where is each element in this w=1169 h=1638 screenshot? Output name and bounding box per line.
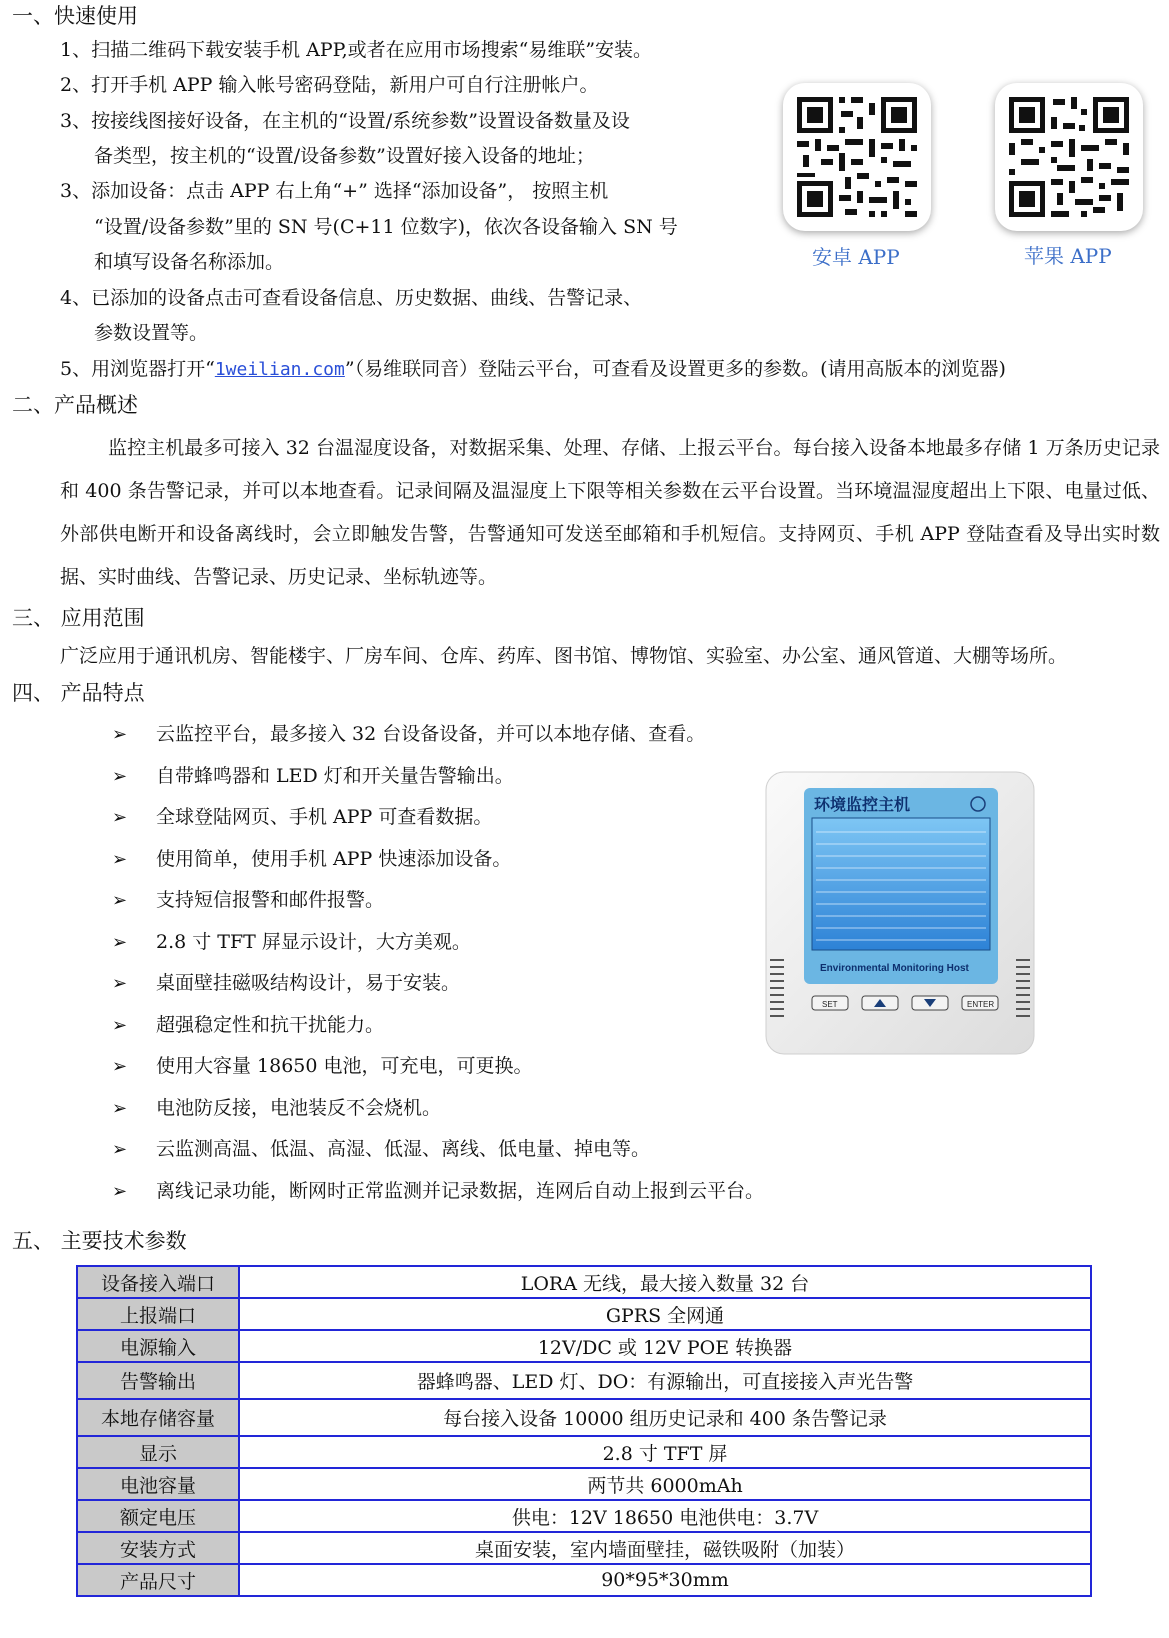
arrow-bullet-icon: ➢ — [112, 724, 128, 745]
feature-text: 桌面壁挂磁吸结构设计，易于安装。 — [156, 972, 461, 994]
quickstart-step: 参数设置等。 — [94, 322, 209, 344]
device-title: 环境监控主机 — [814, 795, 911, 814]
feature-text: 支持短信报警和邮件报警。 — [156, 889, 385, 911]
quickstart-step: 3、添加设备：点击 APP 右上角“+” 选择“添加设备”， 按照主机 — [60, 180, 609, 202]
android-qr-code — [783, 83, 931, 231]
quickstart-step: 4、已添加的设备点击可查看设备信息、历史数据、曲线、告警记录、 — [60, 287, 643, 309]
spec-row — [77, 1298, 1091, 1330]
arrow-bullet-icon: ➢ — [112, 973, 128, 994]
section-title-quick-use: 一、快速使用 — [12, 4, 138, 28]
spec-value: 2.8 寸 TFT 屏 — [239, 1436, 1091, 1468]
platform-link[interactable]: 1weilian.com — [214, 359, 345, 380]
quickstart-step: 和填写设备名称添加。 — [94, 251, 285, 273]
arrow-bullet-icon: ➢ — [112, 1014, 128, 1036]
section-title-application: 三、 应用范围 — [12, 606, 145, 630]
feature-text: 自带蜂鸣器和 LED 灯和开关量告警输出。 — [156, 764, 514, 787]
feature-item — [112, 719, 705, 750]
feature-text: 全球登陆网页、手机 APP 可查看数据。 — [156, 806, 493, 828]
feature-item — [112, 968, 460, 999]
ios-qr-code — [995, 83, 1143, 231]
overview-paragraph: 监控主机最多可接入 32 台温湿度设备，对数据采集、处理、存储、上报云平台。每台接入设备本地最多存储 1 万条历史记录和 400 条告警记录，并可以本地查看。记录间隔及温湿度上下限等相关参数在云平台设置。当环境温湿度超出上下限、电量过低、外部供电断开和设备离线时，会立即触发告警，告警通知可发送至邮箱和手机短信。支持网页、手机 APP 登陆查看及导出实时数据、实时曲线、告警记录、历史记录、坐标轨迹等。 — [60, 437, 1160, 588]
spec-value: LORA 无线，最大接入数量 32 台 — [239, 1266, 1091, 1298]
spec-key: 产品尺寸 — [77, 1564, 239, 1596]
ios-app-label: 苹果 APP — [1024, 244, 1112, 268]
feature-text: 使用大容量 18650 电池，可充电，可更换。 — [156, 1055, 533, 1077]
arrow-bullet-icon: ➢ — [112, 890, 128, 911]
spec-key: 安装方式 — [77, 1532, 239, 1564]
spec-table — [76, 1265, 1092, 1597]
quickstart-text: 5、用浏览器打开“ — [60, 358, 215, 380]
spec-value: 90*95*30mm — [239, 1564, 1091, 1596]
section-title-features: 四、 产品特点 — [12, 681, 145, 705]
spec-value: GPRS 全网通 — [239, 1298, 1091, 1330]
feature-item — [112, 1134, 650, 1165]
enter-button: ENTER — [967, 1000, 995, 1009]
application-text: 广泛应用于通讯机房、智能楼宇、厂房车间、仓库、药库、图书馆、博物馆、实验室、办公室、通风管道、大棚等场所。 — [60, 645, 1068, 667]
arrow-bullet-icon: ➢ — [112, 931, 128, 953]
spec-value: 桌面安装，室内墙面壁挂，磁铁吸附（加装） — [239, 1532, 1091, 1564]
spec-row — [77, 1399, 1091, 1436]
spec-row — [77, 1468, 1091, 1500]
feature-text: 2.8 寸 TFT 屏显示设计，大方美观。 — [156, 930, 471, 953]
section-title-specs: 五、 主要技术参数 — [12, 1229, 187, 1253]
spec-value: 供电：12V 18650 电池供电：3.7V — [239, 1500, 1091, 1532]
spec-row — [77, 1362, 1091, 1399]
feature-text: 超强稳定性和抗干扰能力。 — [156, 1013, 385, 1036]
spec-value: 两节共 6000mAh — [239, 1468, 1091, 1500]
spec-row — [77, 1330, 1091, 1362]
arrow-bullet-icon: ➢ — [112, 1056, 128, 1077]
feature-item — [112, 1176, 764, 1207]
section-title-overview: 二、产品概述 — [12, 393, 138, 417]
spec-row — [77, 1500, 1091, 1532]
spec-row — [77, 1532, 1091, 1564]
arrow-bullet-icon: ➢ — [112, 807, 128, 828]
spec-row — [77, 1436, 1091, 1468]
feature-item — [112, 844, 511, 875]
quickstart-step: 3、按接线图接好设备，在主机的“设置/系统参数”设置设备数量及设 — [60, 110, 630, 132]
feature-text: 云监测高温、低温、高湿、低湿、离线、低电量、掉电等。 — [156, 1138, 651, 1160]
spec-key: 设备接入端口 — [77, 1266, 239, 1298]
arrow-bullet-icon: ➢ — [112, 848, 128, 870]
set-button: SET — [822, 1000, 838, 1009]
feature-text: 电池防反接，电池装反不会烧机。 — [156, 1096, 442, 1119]
quickstart-step: 2、打开手机 APP 输入帐号密码登陆，新用户可自行注册帐户。 — [60, 74, 599, 96]
feature-item — [112, 1010, 384, 1041]
android-app-label: 安卓 APP — [812, 245, 900, 269]
spec-key: 告警输出 — [77, 1362, 239, 1399]
device-photo — [760, 760, 1040, 1060]
feature-item — [112, 1093, 441, 1124]
feature-item — [112, 1051, 533, 1082]
feature-item — [112, 885, 384, 916]
spec-key: 本地存储容量 — [77, 1399, 239, 1436]
spec-row — [77, 1564, 1091, 1596]
spec-key: 电源输入 — [77, 1330, 239, 1362]
quickstart-step: 1、扫描二维码下载安装手机 APP,或者在应用市场搜索“易维联”安装。 — [60, 39, 653, 61]
spec-key: 上报端口 — [77, 1298, 239, 1330]
spec-value: 12V/DC 或 12V POE 转换器 — [239, 1330, 1091, 1362]
feature-text: 使用简单，使用手机 APP 快速添加设备。 — [156, 847, 512, 870]
spec-key: 电池容量 — [77, 1468, 239, 1500]
quickstart-text: ”（易维联同音）登陆云平台，可查看及设置更多的参数。(请用高版本的浏览器) — [344, 358, 1006, 380]
feature-item — [112, 802, 492, 833]
qr-code-icon — [783, 83, 931, 231]
spec-value: 器蜂鸣器、LED 灯、DO：有源输出，可直接接入声光告警 — [239, 1362, 1091, 1399]
spec-value: 每台接入设备 10000 组历史记录和 400 条告警记录 — [239, 1399, 1091, 1436]
quickstart-step: 备类型，按主机的“设置/设备参数”设置好接入设备的地址； — [94, 145, 595, 167]
feature-item — [112, 761, 514, 792]
spec-key: 额定电压 — [77, 1500, 239, 1532]
arrow-bullet-icon: ➢ — [112, 1097, 128, 1119]
arrow-bullet-icon: ➢ — [112, 765, 128, 787]
spec-row — [77, 1266, 1091, 1298]
feature-text: 离线记录功能，断网时正常监测并记录数据，连网后自动上报到云平台。 — [156, 1179, 765, 1202]
feature-item — [112, 927, 471, 958]
quickstart-step — [60, 354, 1006, 385]
arrow-bullet-icon: ➢ — [112, 1139, 128, 1160]
quickstart-step: “设置/设备参数”里的 SN 号(C+11 位数字)，依次各设备输入 SN 号 — [94, 216, 678, 238]
arrow-bullet-icon: ➢ — [112, 1180, 128, 1202]
feature-text: 云监控平台，最多接入 32 台设备设备，并可以本地存储、查看。 — [156, 723, 706, 745]
spec-key: 显示 — [77, 1436, 239, 1468]
device-label: Environmental Monitoring Host — [820, 963, 969, 974]
qr-code-icon — [995, 83, 1143, 231]
